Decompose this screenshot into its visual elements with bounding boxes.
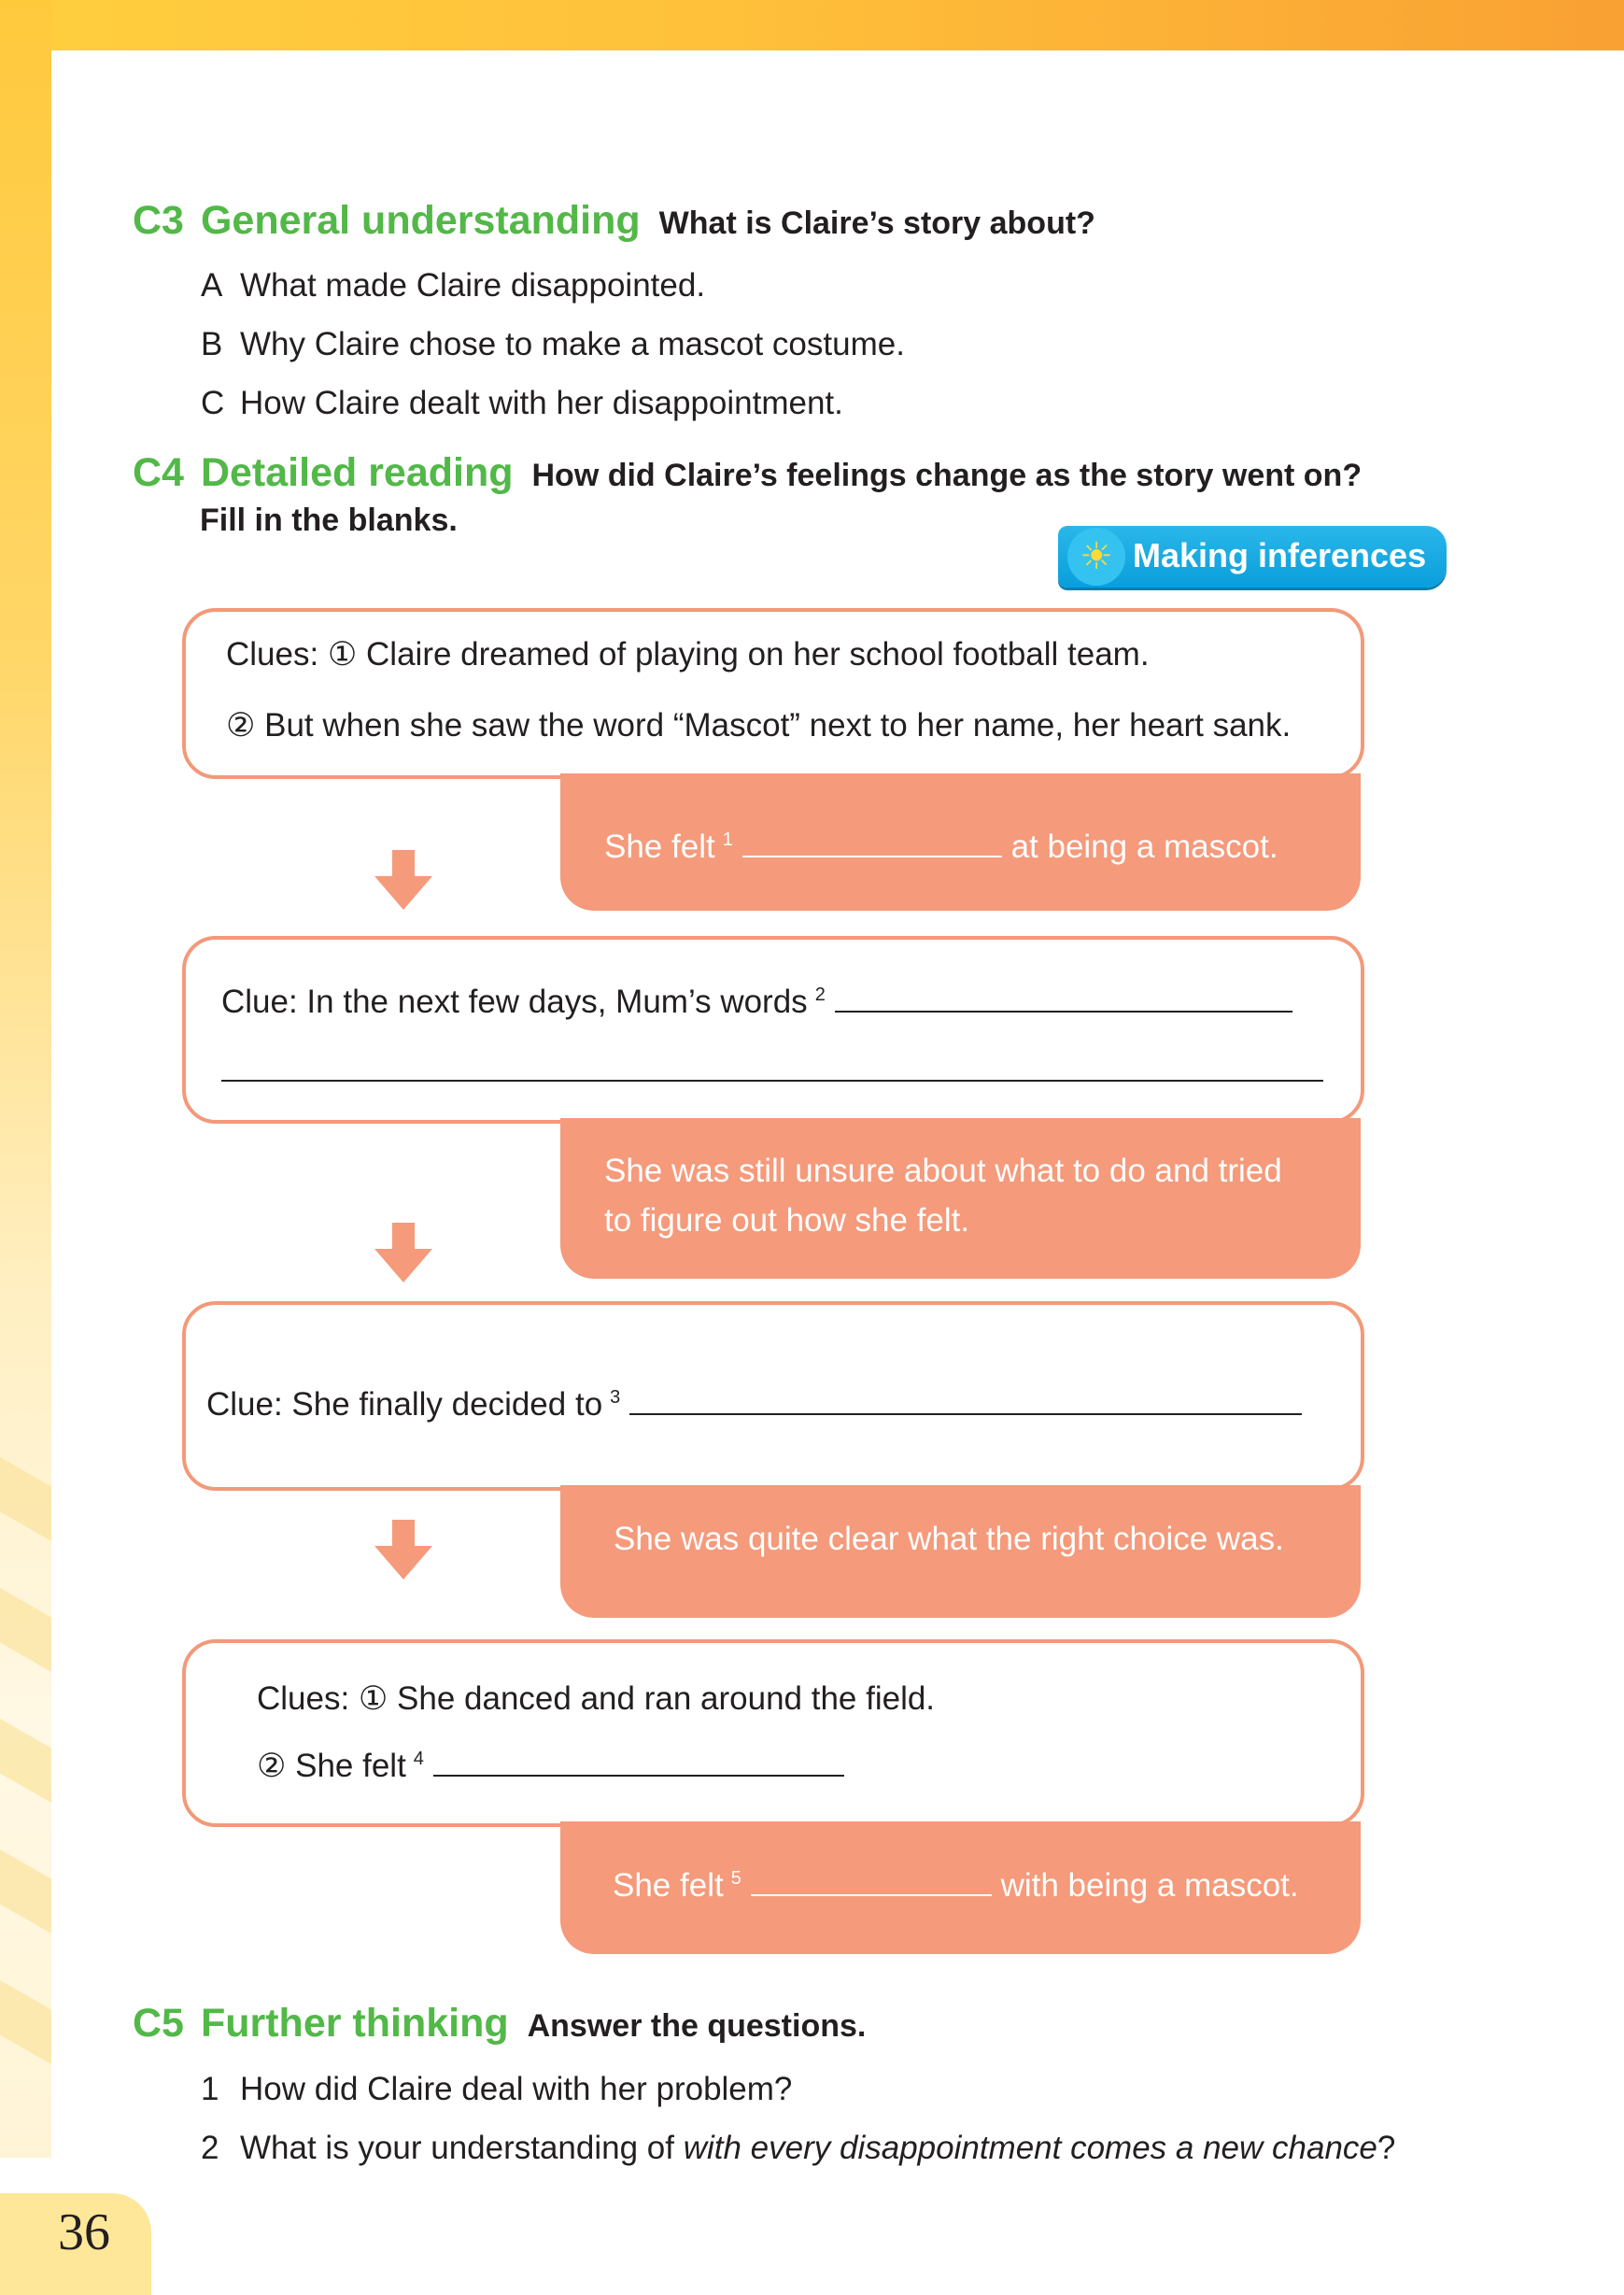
clue-text xyxy=(206,1378,1302,1424)
clue-text xyxy=(257,1739,844,1785)
answer-blank-4[interactable] xyxy=(433,1739,844,1777)
answer-blank-2[interactable] xyxy=(835,975,1292,1013)
question-italic-text: with every disappointment comes a new chance xyxy=(683,2130,1377,2166)
clue-text: ② But when she saw the word “Mascot” next to her name, her heart sank. xyxy=(226,707,1292,744)
option-letter: C xyxy=(201,385,225,421)
feeling-text: She was still unsure about what to do and tried xyxy=(604,1153,1282,1189)
top-color-bar xyxy=(0,0,1624,50)
blank-number: 2 xyxy=(814,985,826,1006)
c3-option-a[interactable] xyxy=(201,267,705,305)
clue-before: Clue: In the next few days, Mum’s words xyxy=(221,984,808,1020)
question-number: 1 xyxy=(201,2071,219,2107)
c4-title: Detailed reading xyxy=(200,450,514,495)
clue-text: Clues: ① Claire dreamed of playing on her school football team. xyxy=(226,636,1150,673)
c5-question-2 xyxy=(201,2130,1395,2167)
feeling-after: with being a mascot. xyxy=(1000,1867,1299,1904)
badge-label: Making inferences xyxy=(1133,536,1427,574)
c3-heading xyxy=(133,198,1095,244)
option-text: What made Claire disappointed. xyxy=(240,267,706,304)
c5-question-1 xyxy=(201,2071,792,2108)
sidebar-stripe xyxy=(0,1457,51,1541)
option-letter: A xyxy=(201,267,223,304)
feeling-box-3 xyxy=(560,1485,1361,1618)
clue-box-3 xyxy=(182,1301,1364,1491)
feeling-after: at being a mascot. xyxy=(1010,829,1278,865)
question-text: What is your understanding of xyxy=(240,2130,684,2166)
down-arrow-icon xyxy=(371,848,436,914)
question-number: 2 xyxy=(201,2130,219,2166)
making-inferences-badge xyxy=(1058,526,1447,588)
feeling-before: She felt xyxy=(613,1867,724,1904)
blank-number: 3 xyxy=(610,1387,621,1409)
c3-option-c[interactable] xyxy=(201,385,843,422)
c3-option-b[interactable] xyxy=(201,326,905,363)
blank-number: 4 xyxy=(413,1749,424,1770)
down-arrow-icon xyxy=(371,1518,436,1583)
question-end: ? xyxy=(1377,2130,1396,2166)
feeling-text: She was quite clear what the right choice was. xyxy=(614,1521,1284,1557)
feeling-before: She felt xyxy=(604,829,715,865)
c4-instruction-2: Fill in the blanks. xyxy=(200,503,458,538)
c4-heading xyxy=(133,450,1362,496)
clue-text: Clues: ① She danced and ran around the field. xyxy=(257,1680,936,1717)
clue-box-1 xyxy=(182,608,1364,779)
feeling-box-2 xyxy=(560,1118,1361,1279)
lightbulb-icon: ☀ xyxy=(1067,528,1125,586)
page-number: 36 xyxy=(58,2203,110,2261)
c5-instruction: Answer the questions. xyxy=(527,2008,867,2044)
blank-number: 1 xyxy=(722,829,733,851)
sidebar-stripe xyxy=(0,1849,51,1934)
question-text: How did Claire deal with her problem? xyxy=(240,2071,793,2107)
c3-title: General understanding xyxy=(200,198,641,243)
feeling-box-4 xyxy=(560,1821,1361,1954)
option-text: How Claire dealt with her disappointment. xyxy=(240,385,843,421)
c3-code: C3 xyxy=(133,198,184,243)
answer-blank-5[interactable] xyxy=(751,1859,992,1896)
option-text: Why Claire chose to make a mascot costume. xyxy=(240,326,905,362)
clue-box-4 xyxy=(182,1639,1364,1827)
left-color-bar xyxy=(0,0,51,2158)
clue-text xyxy=(221,975,1292,1021)
feeling-text xyxy=(604,820,1278,866)
blank-number: 5 xyxy=(730,1868,741,1890)
answer-blank-3[interactable] xyxy=(629,1378,1302,1415)
c4-instruction: How did Claire’s feelings change as the story went on? xyxy=(531,458,1363,493)
c3-instruction: What is Claire’s story about? xyxy=(658,205,1095,241)
clue-before: ② She felt xyxy=(257,1748,406,1784)
sidebar-stripe xyxy=(0,1588,51,1672)
sidebar-stripe xyxy=(0,1980,51,2064)
sidebar-stripe xyxy=(0,1719,51,1803)
feeling-box-1 xyxy=(560,773,1361,911)
feeling-text xyxy=(613,1859,1299,1905)
clue-box-2 xyxy=(182,936,1364,1124)
c4-code: C4 xyxy=(133,450,184,495)
down-arrow-icon xyxy=(371,1221,436,1286)
feeling-text: to figure out how she felt. xyxy=(604,1202,970,1239)
c5-title: Further thinking xyxy=(200,2001,509,2046)
answer-blank-1[interactable] xyxy=(742,820,1002,857)
c5-code: C5 xyxy=(133,2001,184,2046)
answer-blank-2-continued[interactable] xyxy=(221,1080,1323,1082)
clue-before: Clue: She finally decided to xyxy=(206,1386,603,1423)
c5-heading xyxy=(133,2001,866,2047)
option-letter: B xyxy=(201,326,223,362)
